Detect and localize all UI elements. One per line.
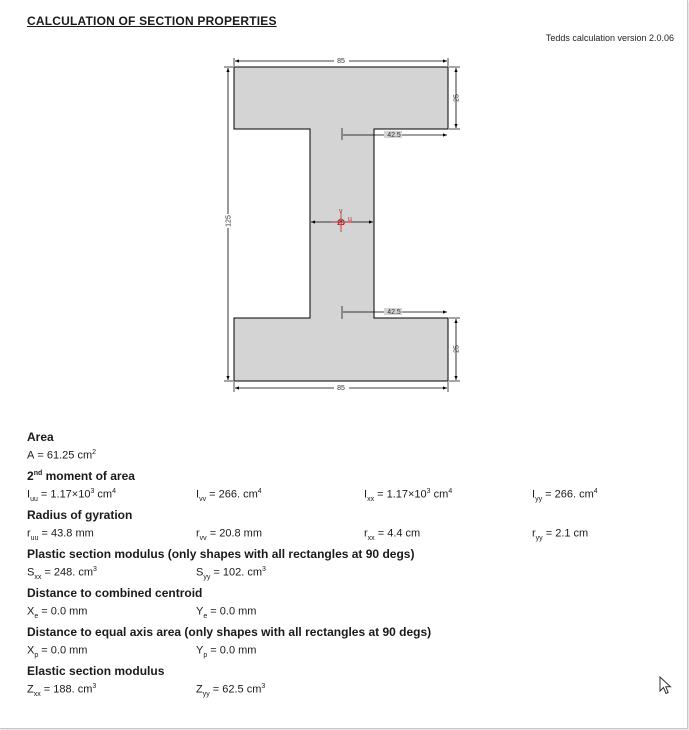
svg-text:85: 85 [337, 58, 345, 65]
property-value [196, 599, 256, 627]
property-value [196, 482, 262, 510]
property-group [27, 466, 667, 502]
property-value [27, 560, 97, 588]
property-value [196, 677, 265, 705]
property-subscript: yy [203, 573, 211, 581]
property-row [27, 560, 667, 580]
property-symbol: Z [27, 683, 34, 696]
svg-text:85: 85 [337, 385, 345, 392]
property-number: = 248. cm [41, 566, 94, 579]
property-symbol: A [27, 449, 35, 462]
property-value [196, 638, 256, 666]
property-unit-exponent: 3 [93, 566, 97, 573]
property-symbol: I [27, 488, 31, 501]
property-subscript: yy [535, 534, 543, 542]
property-symbol: Y [196, 644, 204, 657]
property-number: = 0.0 mm [38, 644, 88, 657]
svg-text:42.5: 42.5 [387, 309, 401, 316]
version-label: Tedds calculation version 2.0.06 [545, 33, 674, 43]
property-symbol: X [27, 644, 35, 657]
property-unit: cm [94, 488, 113, 501]
property-value [364, 482, 452, 510]
property-unit-exponent: 3 [90, 488, 95, 495]
property-subscript: xx [33, 690, 41, 698]
property-subscript: uu [30, 495, 38, 503]
property-heading [27, 661, 667, 677]
property-symbol: I [364, 488, 368, 501]
svg-text:25: 25 [453, 345, 461, 353]
property-number: = 1.17×10 [374, 488, 427, 501]
property-heading [27, 427, 667, 443]
property-symbol: S [27, 566, 35, 579]
property-value [27, 482, 116, 510]
dim-overall-height [223, 67, 233, 381]
property-row [27, 521, 667, 541]
property-value [27, 677, 96, 705]
property-subscript: xx [367, 495, 375, 503]
property-subscript: xx [367, 534, 375, 542]
property-group [27, 505, 667, 541]
heading-text: Elastic section modulus [27, 664, 165, 678]
svg-text:25: 25 [453, 94, 461, 102]
property-subscript: p [203, 651, 208, 659]
dim-top-width [234, 56, 448, 66]
property-symbol: S [196, 566, 204, 579]
property-number: = 266. cm [542, 488, 594, 501]
property-symbol: r [532, 527, 536, 540]
dim-bottom-flange-thickness [449, 318, 461, 381]
heading-text: Plastic section modulus (only shapes with all rectangles at 90 degs) [27, 547, 415, 561]
property-number: = 266. cm [206, 488, 258, 501]
property-row [27, 599, 667, 619]
property-subscript: e [203, 612, 208, 620]
property-value [27, 638, 87, 666]
heading-prefix: 2 [27, 469, 34, 483]
heading-superscript: nd [33, 470, 43, 477]
property-subscript: uu [30, 534, 39, 542]
property-number: = 4.4 cm [374, 527, 421, 540]
property-row [27, 443, 667, 463]
property-unit-exponent: 3 [92, 683, 97, 690]
heading-text: Radius of gyration [27, 508, 133, 522]
mouse-cursor-icon [659, 676, 673, 696]
property-value [196, 560, 266, 588]
property-symbol: Z [196, 683, 203, 696]
property-value [364, 521, 420, 549]
property-unit-exponent: 4 [593, 488, 598, 495]
property-group [27, 661, 667, 697]
svg-text:v: v [339, 208, 343, 215]
property-value [532, 482, 598, 510]
property-subscript: e [34, 612, 39, 620]
property-number: = 1.17×10 [37, 488, 91, 501]
property-subscript: xx [34, 573, 42, 581]
svg-text:42.5: 42.5 [387, 132, 401, 139]
property-symbol: r [196, 527, 200, 540]
property-heading [27, 583, 667, 599]
property-symbol: X [27, 605, 35, 618]
property-number: = 61.25 cm [34, 449, 93, 462]
property-subscript: yy [202, 690, 210, 698]
property-symbol: Y [196, 605, 204, 618]
property-value [532, 521, 588, 549]
property-subscript: vv [199, 495, 207, 503]
property-symbol: r [364, 527, 368, 540]
property-number: = 0.0 mm [207, 644, 257, 657]
heading-text: moment of area [42, 469, 135, 483]
property-number: = 102. cm [210, 566, 263, 579]
property-number: = 43.8 mm [38, 527, 94, 540]
property-number: = 0.0 mm [207, 605, 257, 618]
property-unit-exponent: 3 [426, 488, 431, 495]
svg-text:25: 25 [337, 220, 345, 227]
svg-text:125: 125 [225, 215, 233, 227]
property-unit-exponent: 4 [257, 488, 262, 495]
property-row [27, 482, 667, 502]
property-number: = 62.5 cm [209, 683, 262, 696]
property-value [196, 521, 262, 549]
property-unit-exponent: 4 [112, 488, 117, 495]
property-number: = 188. cm [40, 683, 93, 696]
svg-text:u: u [348, 216, 352, 223]
property-row [27, 677, 667, 697]
heading-text: Distance to combined centroid [27, 586, 203, 600]
property-number: = 2.1 cm [542, 527, 589, 540]
dim-bottom-width [234, 382, 448, 392]
section-properties [27, 425, 667, 700]
property-group [27, 427, 667, 463]
property-unit-exponent: 3 [261, 683, 266, 690]
heading-text: Area [27, 430, 54, 444]
property-subscript: p [34, 651, 39, 659]
property-symbol: I [196, 488, 200, 501]
page-title: CALCULATION OF SECTION PROPERTIES [27, 14, 277, 28]
property-row [27, 638, 667, 658]
property-group [27, 544, 667, 580]
heading-text: Distance to equal axis area (only shapes with all rectangles at 90 degs) [27, 625, 432, 639]
property-subscript: vv [199, 534, 207, 542]
property-number: = 20.8 mm [206, 527, 262, 540]
property-group [27, 622, 667, 658]
property-value [27, 521, 94, 549]
property-unit-exponent: 4 [448, 488, 453, 495]
property-symbol: r [27, 527, 31, 540]
property-value [27, 599, 87, 627]
property-heading [27, 466, 667, 482]
property-subscript: yy [535, 495, 543, 503]
property-unit-exponent: 3 [262, 566, 266, 573]
property-unit-exponent: 2 [92, 449, 97, 456]
dim-top-flange-thickness [449, 67, 461, 129]
property-heading [27, 622, 667, 638]
property-unit: cm [430, 488, 449, 501]
property-value [27, 443, 96, 471]
property-group [27, 583, 667, 619]
property-symbol: I [532, 488, 536, 501]
property-number: = 0.0 mm [38, 605, 88, 618]
